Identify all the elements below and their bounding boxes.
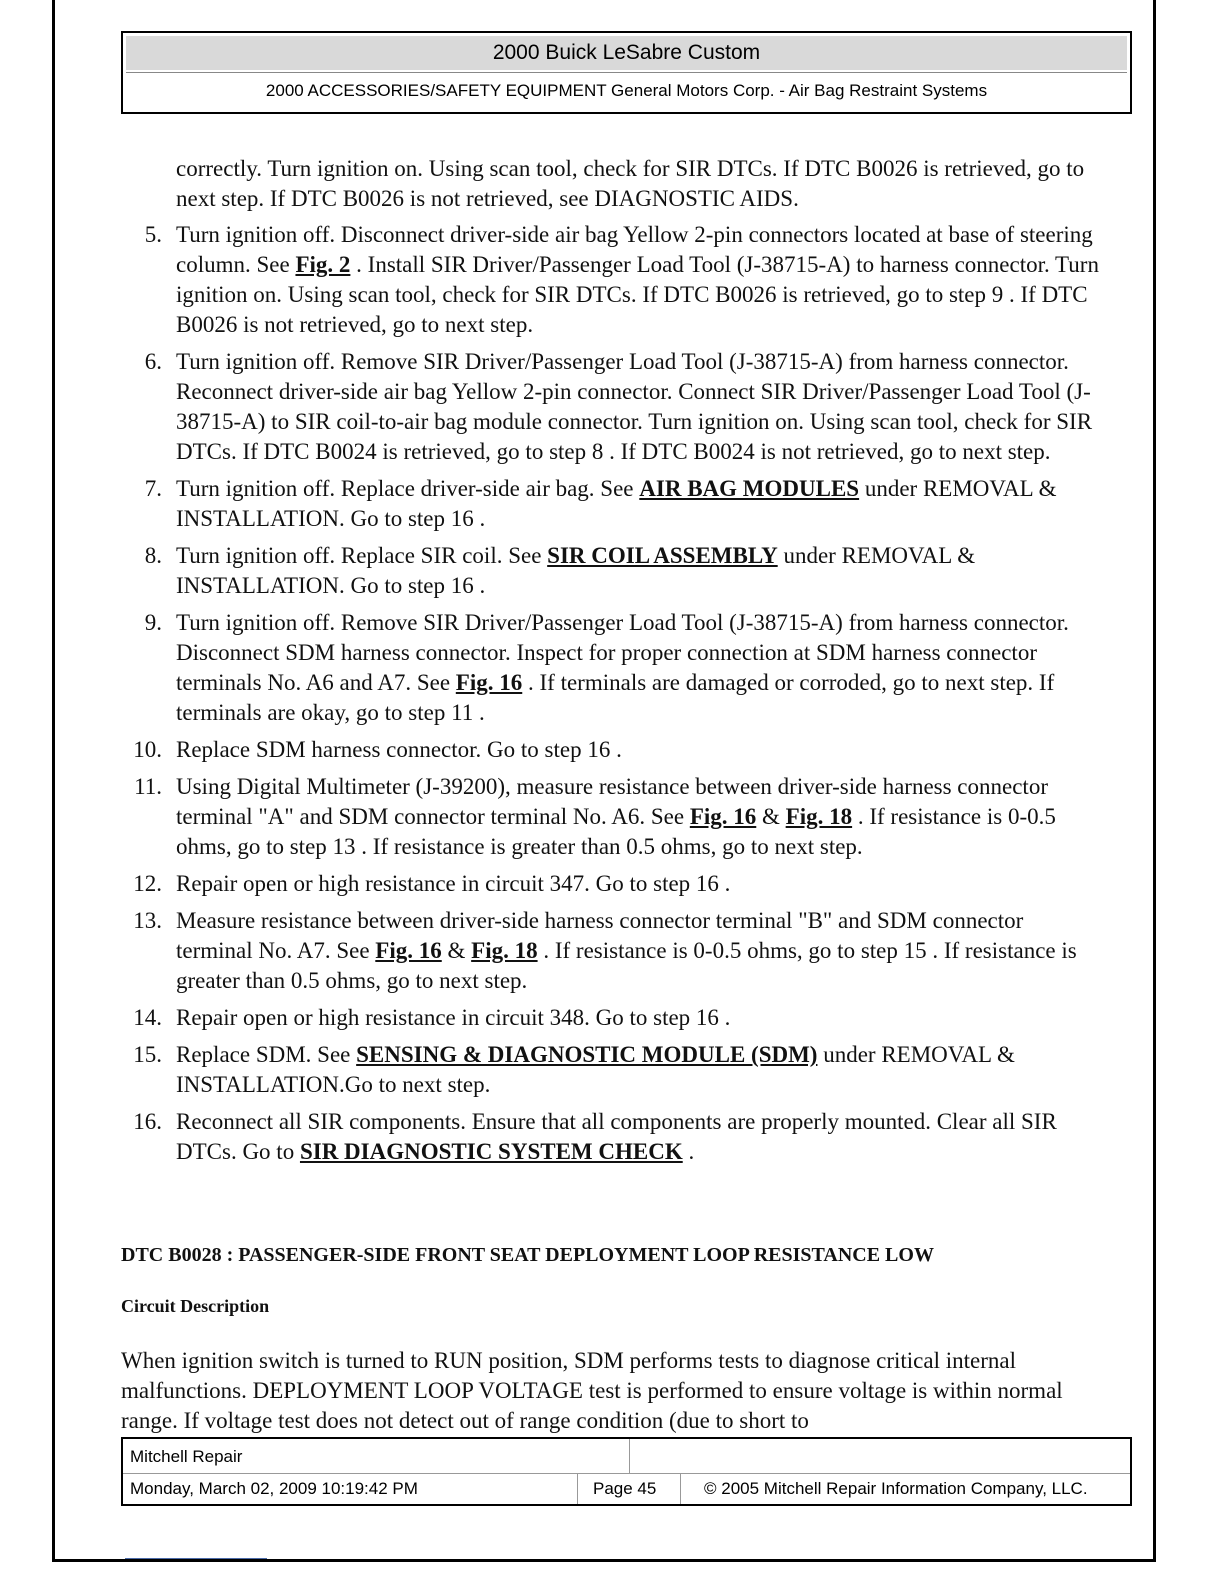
procedure-step — [120, 474, 1100, 534]
procedure-step — [120, 608, 1100, 728]
step-text: Repair open or high resistance in circuit 348. Go to step 16 . — [176, 1005, 731, 1030]
step-text: . — [682, 1139, 695, 1164]
step-text: under REMOVAL & INSTALLATION. Go to step 16 . — [176, 476, 1057, 531]
step-number: 13. — [133, 908, 162, 933]
step-number: 6. — [144, 349, 162, 374]
footer-source: Mitchell Repair — [130, 1447, 243, 1466]
vehicle-title: 2000 Buick LeSabre Custom — [126, 36, 1127, 70]
footer-date: Monday, March 02, 2009 10:19:42 PM — [130, 1479, 418, 1498]
cross-reference-link[interactable]: Fig. 18 — [785, 804, 853, 829]
footer-divider — [680, 1474, 681, 1504]
document-header — [121, 31, 1132, 114]
step-text: & — [756, 804, 786, 829]
step-text: under REMOVAL & INSTALLATION. Go to step 16 . — [176, 543, 976, 598]
step-text: Replace SDM. See — [176, 1042, 357, 1067]
footer-divider — [629, 1439, 630, 1473]
footer-divider — [577, 1474, 578, 1504]
page-bottom-rule — [125, 1558, 267, 1559]
procedure-body — [120, 154, 1100, 1174]
step-number: 12. — [133, 871, 162, 896]
procedure-step — [120, 347, 1100, 467]
step-number: 9. — [144, 610, 162, 635]
cross-reference-link[interactable]: Fig. 2 — [295, 252, 351, 277]
step-text: Turn ignition off. Replace driver-side air bag. See — [176, 476, 640, 501]
step-number: 16. — [133, 1109, 162, 1134]
cross-reference-link[interactable]: SENSING & DIAGNOSTIC MODULE (SDM) — [356, 1042, 818, 1067]
step-number: 14. — [133, 1005, 162, 1030]
circuit-description-text: When ignition switch is turned to RUN position, SDM performs tests to diagnose critical internal malfunctions. DEPLOYMENT LOOP VOLTAGE test is performed to ensure voltage is within normal range. If voltage test does not detect out of range condition (due to short to — [121, 1348, 1063, 1433]
cross-reference-link[interactable]: Fig. 18 — [471, 938, 538, 963]
cross-reference-link[interactable]: SIR COIL ASSEMBLY — [547, 543, 778, 568]
circuit-description-heading: Circuit Description — [121, 1296, 270, 1316]
procedure-step — [120, 1107, 1100, 1167]
step-text: Repair open or high resistance in circuit 347. Go to step 16 . — [176, 871, 731, 896]
step-text: Reconnect all SIR components. Ensure that all components are properly mounted. Clear all SIR DTCs. Go to — [176, 1109, 1057, 1164]
step-text: Measure resistance between driver-side harness connector terminal "B" and SDM connector terminal No. A7. See — [176, 908, 1024, 963]
footer-page-number: Page 45 — [593, 1479, 657, 1498]
procedure-step — [120, 772, 1100, 862]
procedure-step — [120, 735, 1100, 765]
procedure-step — [120, 1040, 1100, 1100]
step-number: 15. — [133, 1042, 162, 1067]
step-text: Using Digital Multimeter (J-39200), measure resistance between driver-side harness connector terminal "A" and SDM connector terminal No. A6. See — [176, 774, 1048, 829]
procedure-step — [120, 906, 1100, 996]
step-text: & — [441, 938, 472, 963]
step-text: Replace SDM harness connector. Go to step 16 . — [176, 737, 622, 762]
cross-reference-link[interactable]: Fig. 16 — [689, 804, 757, 829]
cross-reference-link[interactable]: SIR DIAGNOSTIC SYSTEM CHECK — [299, 1139, 683, 1164]
step-text: Turn ignition off. Remove SIR Driver/Passenger Load Tool (J-38715-A) from harness connector. Reconnect driver-side air bag Yellow 2-pin connector. Connect SIR Driver/Passenger Load Tool (J-38715-A) to SIR coil-to-air bag module connector. Turn ignition on. Using scan tool, check for SIR DTCs. If DTC B0024 is retrieved, go to step 8 . If DTC B0024 is not retrieved, go to next step. — [176, 349, 1093, 464]
dtc-heading: DTC B0028 : PASSENGER-SIDE FRONT SEAT DEPLOYMENT LOOP RESISTANCE LOW — [121, 1244, 934, 1266]
step-text: . If terminals are damaged or corroded, go to next step. If terminals are okay, go to step 11 . — [176, 670, 1055, 725]
header-divider — [126, 72, 1127, 73]
footer-divider — [123, 1473, 1130, 1474]
cross-reference-link[interactable]: AIR BAG MODULES — [639, 476, 860, 501]
document-footer — [121, 1437, 1132, 1506]
procedure-step — [120, 1003, 1100, 1033]
cross-reference-link[interactable]: Fig. 16 — [375, 938, 442, 963]
footer-copyright: © 2005 Mitchell Repair Information Company, LLC. — [704, 1479, 1088, 1498]
step-text: . If resistance is 0-0.5 ohms, go to step 15 . If resistance is greater than 0.5 ohms, go to next step. — [176, 938, 1077, 993]
step-text: Turn ignition off. Replace SIR coil. See — [176, 543, 548, 568]
step-number: 10. — [133, 737, 162, 762]
procedure-steps — [120, 220, 1100, 1167]
cross-reference-link[interactable]: Fig. 16 — [455, 670, 523, 695]
continued-step-text: correctly. Turn ignition on. Using scan tool, check for SIR DTCs. If DTC B0026 is retrieved, go to next step. If DTC B0026 is not retrieved, see DIAGNOSTIC AIDS. — [176, 156, 1085, 211]
step-text: Turn ignition off. Remove SIR Driver/Passenger Load Tool (J-38715-A) from harness connector. Disconnect SDM harness connector. Inspect for proper connection at SDM harness connector terminals No. A6 and A7. See — [176, 610, 1069, 695]
step-text: under REMOVAL & INSTALLATION.Go to next step. — [176, 1042, 1015, 1097]
procedure-step — [120, 869, 1100, 899]
section-subtitle: 2000 ACCESSORIES/SAFETY EQUIPMENT General Motors Corp. - Air Bag Restraint Systems — [265, 81, 988, 100]
step-number: 7. — [144, 476, 162, 501]
step-text: Turn ignition off. Disconnect driver-side air bag Yellow 2-pin connectors located at base of steering column. See — [176, 222, 1093, 277]
step-number: 5. — [144, 222, 162, 247]
step-number: 11. — [134, 774, 162, 799]
procedure-step — [120, 220, 1100, 340]
procedure-step — [120, 541, 1100, 601]
step-text: . If resistance is 0-0.5 ohms, go to step 13 . If resistance is greater than 0.5 ohms, go to next step. — [176, 804, 1056, 859]
step-text: . Install SIR Driver/Passenger Load Tool (J-38715-A) to harness connector. Turn ignition on. Using scan tool, check for SIR DTCs. If DTC B0026 is retrieved, go to step 9 . If DTC B0026 is not retrieved, go to next step. — [176, 252, 1099, 337]
step-number: 8. — [144, 543, 162, 568]
